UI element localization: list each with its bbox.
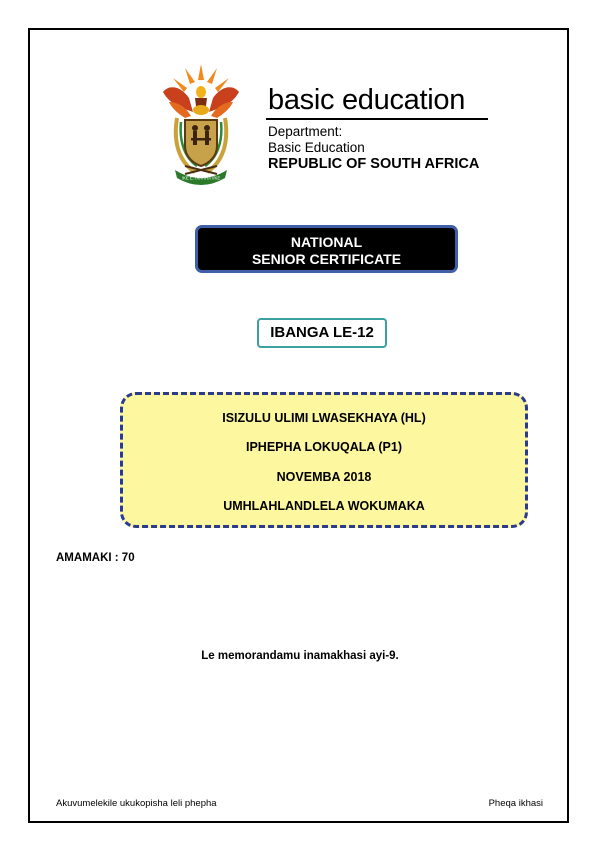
page-count-note: Le memorandamu inamakhasi ayi-9. — [201, 650, 399, 662]
subject-line-3: NOVEMBA 2018 — [276, 470, 372, 484]
department-block — [268, 124, 479, 172]
brand-name: basic education — [268, 84, 466, 116]
brand-underline — [266, 118, 488, 120]
department-label: Department: — [268, 124, 343, 139]
country-name: REPUBLIC OF SOUTH AFRICA — [268, 156, 480, 172]
subject-line-2: IPHEPHA LOKUQALA (P1) — [245, 440, 403, 454]
grade-box: IBANGA LE-12 — [257, 318, 387, 348]
department-name: Basic Education — [268, 140, 365, 155]
subject-line-1: ISIZULU ULIMI LWASEKHAYA (HL) — [222, 411, 426, 425]
coat-of-arms-logo — [155, 62, 247, 186]
copyright-note: Akuvumelekile ukukopisha leli phepha — [56, 798, 217, 809]
subject-line-4: UMHLAHLANDLELA WOKUMAKA — [223, 499, 425, 513]
subject-box — [120, 392, 528, 528]
certificate-banner — [195, 225, 458, 273]
motto-text: !KE E: /XARRA //KE — [181, 175, 221, 181]
turn-page-note: Pheqa ikhasi — [488, 798, 543, 809]
certificate-line-2: SENIOR CERTIFICATE — [251, 251, 402, 267]
certificate-line-1: NATIONAL — [290, 234, 363, 250]
total-marks: AMAMAKI : 70 — [56, 552, 135, 564]
